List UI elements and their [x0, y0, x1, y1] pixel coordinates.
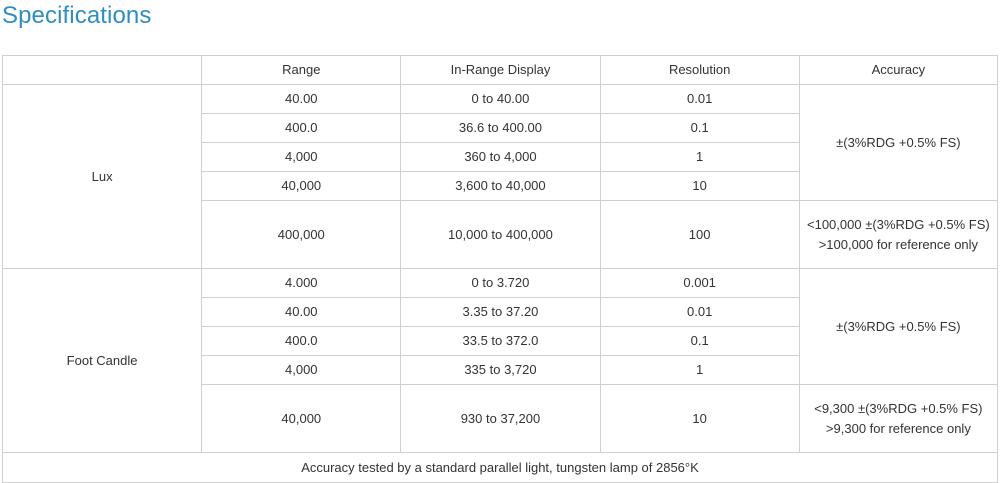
display-cell: 0 to 40.00 — [401, 85, 600, 114]
header-in-range-display: In-Range Display — [401, 56, 600, 85]
display-cell: 3,600 to 40,000 — [401, 172, 600, 201]
range-cell: 400.0 — [202, 114, 401, 143]
footnote-row — [3, 453, 998, 483]
header-resolution: Resolution — [600, 56, 799, 85]
display-cell: 10,000 to 400,000 — [401, 201, 600, 269]
accuracy-cell: ±(3%RDG +0.5% FS) — [799, 85, 997, 201]
resolution-cell: 0.01 — [600, 298, 799, 327]
range-cell: 40.00 — [202, 85, 401, 114]
table-row — [3, 85, 998, 114]
range-cell: 400.0 — [202, 327, 401, 356]
header-range: Range — [202, 56, 401, 85]
display-cell: 36.6 to 400.00 — [401, 114, 600, 143]
resolution-cell: 0.1 — [600, 327, 799, 356]
header-accuracy: Accuracy — [799, 56, 997, 85]
table-header-row — [3, 56, 998, 85]
display-cell: 930 to 37,200 — [401, 385, 600, 453]
accuracy-cell: <100,000 ±(3%RDG +0.5% FS) >100,000 for reference only — [799, 201, 997, 269]
range-cell: 4,000 — [202, 143, 401, 172]
range-cell: 40.00 — [202, 298, 401, 327]
range-cell: 40,000 — [202, 385, 401, 453]
display-cell: 335 to 3,720 — [401, 356, 600, 385]
display-cell: 360 to 4,000 — [401, 143, 600, 172]
category-lux: Lux — [3, 85, 202, 269]
range-cell: 4,000 — [202, 356, 401, 385]
display-cell: 0 to 3.720 — [401, 269, 600, 298]
resolution-cell: 10 — [600, 172, 799, 201]
display-cell: 33.5 to 372.0 — [401, 327, 600, 356]
resolution-cell: 1 — [600, 356, 799, 385]
range-cell: 40,000 — [202, 172, 401, 201]
range-cell: 400,000 — [202, 201, 401, 269]
display-cell: 3.35 to 37.20 — [401, 298, 600, 327]
resolution-cell: 0.1 — [600, 114, 799, 143]
resolution-cell: 0.01 — [600, 85, 799, 114]
accuracy-cell: <9,300 ±(3%RDG +0.5% FS) >9,300 for reference only — [799, 385, 997, 453]
table-row — [3, 269, 998, 298]
resolution-cell: 10 — [600, 385, 799, 453]
specifications-table — [2, 55, 998, 483]
page-title: Specifications — [2, 2, 152, 29]
category-foot-candle: Foot Candle — [3, 269, 202, 453]
resolution-cell: 1 — [600, 143, 799, 172]
resolution-cell: 0.001 — [600, 269, 799, 298]
range-cell: 4.000 — [202, 269, 401, 298]
resolution-cell: 100 — [600, 201, 799, 269]
header-category — [3, 56, 202, 85]
footnote: Accuracy tested by a standard parallel light, tungsten lamp of 2856°K — [3, 453, 998, 483]
accuracy-cell: ±(3%RDG +0.5% FS) — [799, 269, 997, 385]
